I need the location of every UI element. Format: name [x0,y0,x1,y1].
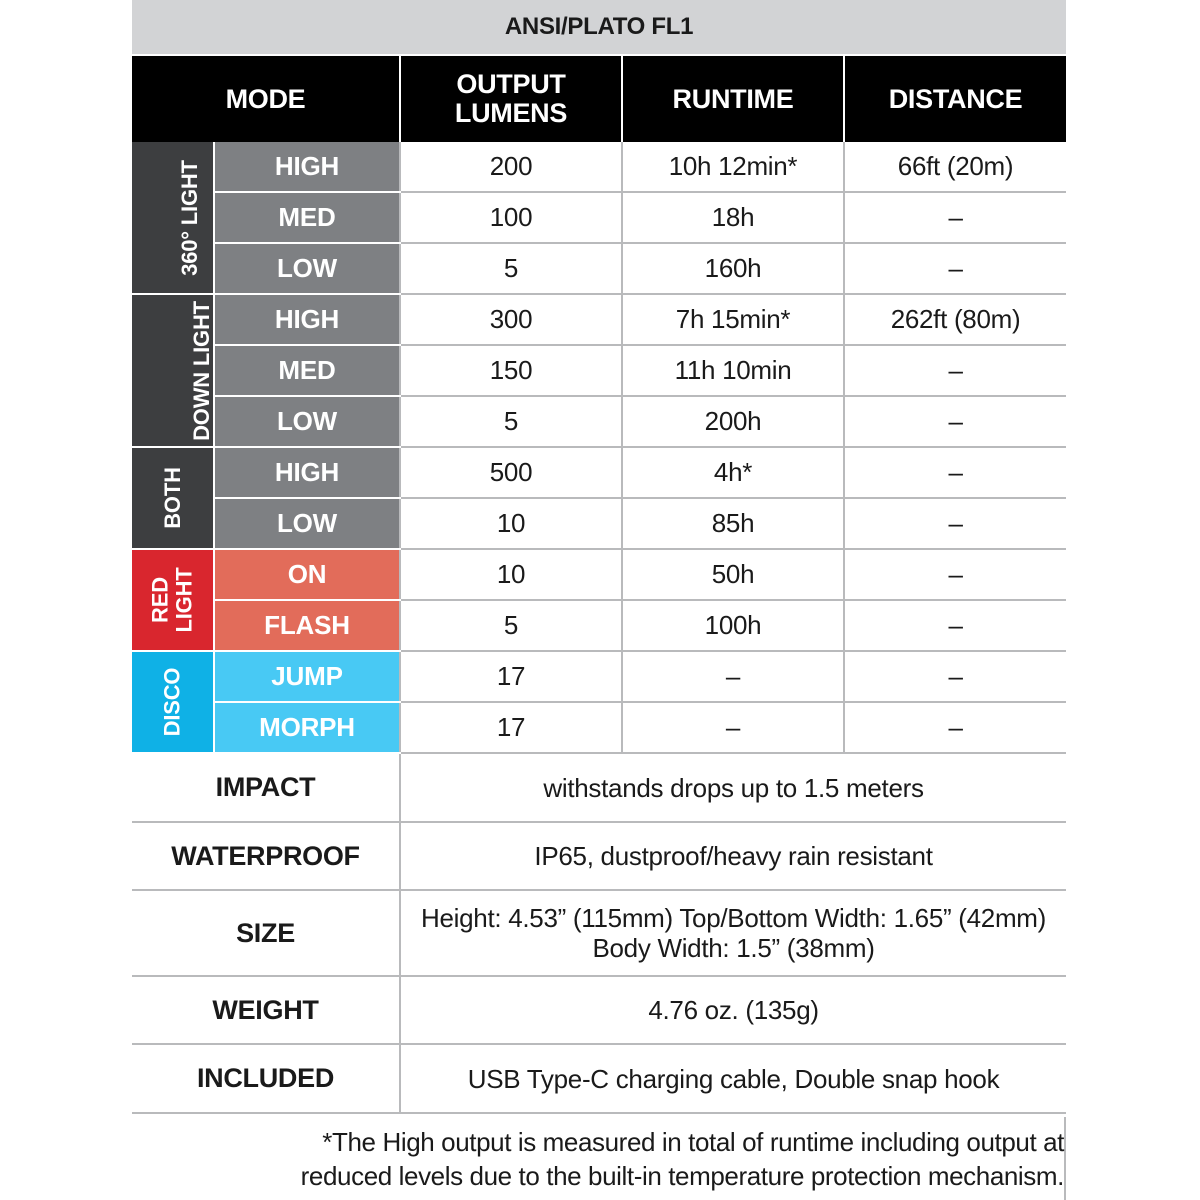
runtime-cell: – [622,702,844,753]
group-both [132,447,214,549]
spec-table [132,0,1066,1114]
distance-cell: – [844,600,1066,651]
output-cell: 500 [400,447,622,498]
header-output-lumens [400,55,622,142]
group-label: 360° LIGHT [176,159,202,276]
output-cell: 150 [400,345,622,396]
mode-cell: HIGH [214,142,400,192]
runtime-cell: 18h [622,192,844,243]
spec-row-impact [132,753,1066,822]
runtime-cell: – [622,651,844,702]
group-red-light [132,549,214,651]
spec-value: USB Type-C charging cable, Double snap hook [400,1044,1066,1113]
table-row [132,142,1066,192]
footnote [132,1117,1066,1200]
table-row [132,192,1066,243]
header-row [132,55,1066,142]
mode-cell: MORPH [214,702,400,753]
mode-cell: LOW [214,396,400,447]
distance-cell: – [844,243,1066,294]
output-cell: 10 [400,498,622,549]
mode-cell: JUMP [214,651,400,702]
distance-cell: – [844,192,1066,243]
runtime-cell: 100h [622,600,844,651]
group-label: BOTH [159,467,185,529]
group-360-light [132,142,214,294]
header-output-line1: OUTPUT [456,69,566,99]
output-cell: 5 [400,396,622,447]
spec-value-line1: Height: 4.53” (115mm) Top/Bottom Width: 1.65” (42mm) [421,903,1047,933]
runtime-cell: 10h 12min* [622,142,844,192]
spec-row-included [132,1044,1066,1113]
spec-label: SIZE [132,890,400,976]
table-row [132,243,1066,294]
distance-cell: – [844,549,1066,600]
mode-cell: FLASH [214,600,400,651]
runtime-cell: 160h [622,243,844,294]
mode-cell: HIGH [214,447,400,498]
spec-label: WATERPROOF [132,822,400,890]
distance-cell: – [844,651,1066,702]
output-cell: 200 [400,142,622,192]
output-cell: 5 [400,600,622,651]
distance-cell: – [844,447,1066,498]
output-cell: 10 [400,549,622,600]
mode-cell: LOW [214,243,400,294]
spec-row-waterproof [132,822,1066,890]
output-cell: 100 [400,192,622,243]
group-label: DOWN LIGHT [188,300,214,441]
header-distance: DISTANCE [844,55,1066,142]
distance-cell: 262ft (80m) [844,294,1066,345]
title-row [132,0,1066,55]
spec-value [400,890,1066,976]
spec-row-weight [132,976,1066,1044]
mode-cell: LOW [214,498,400,549]
spec-value: IP65, dustproof/heavy rain resistant [400,822,1066,890]
table-row [132,294,1066,345]
table-row [132,498,1066,549]
table-row [132,447,1066,498]
table-row [132,702,1066,753]
spec-value: withstands drops up to 1.5 meters [400,753,1066,822]
footnote-line2: reduced levels due to the built-in temperature protection mechanism. [300,1161,1064,1191]
table-row [132,396,1066,447]
distance-cell: – [844,345,1066,396]
group-label [149,567,197,632]
spec-label: IMPACT [132,753,400,822]
mode-cell: ON [214,549,400,600]
group-label-line1: RED [147,576,173,623]
group-down-light [132,294,214,447]
output-cell: 17 [400,702,622,753]
spec-label: WEIGHT [132,976,400,1044]
group-disco [132,651,214,753]
spec-value: 4.76 oz. (135g) [400,976,1066,1044]
runtime-cell: 7h 15min* [622,294,844,345]
runtime-cell: 50h [622,549,844,600]
runtime-cell: 11h 10min [622,345,844,396]
header-output-line2: LUMENS [454,98,568,128]
distance-cell: – [844,396,1066,447]
table-row [132,345,1066,396]
output-cell: 5 [400,243,622,294]
table-row [132,651,1066,702]
group-label-line2: LIGHT [171,567,197,632]
table-title: ANSI/PLATO FL1 [132,0,1066,55]
spec-row-size [132,890,1066,976]
distance-cell: 66ft (20m) [844,142,1066,192]
distance-cell: – [844,702,1066,753]
header-runtime: RUNTIME [622,55,844,142]
runtime-cell: 4h* [622,447,844,498]
spec-label: INCLUDED [132,1044,400,1113]
mode-cell: HIGH [214,294,400,345]
table-row [132,600,1066,651]
footnote-line1: *The High output is measured in total of runtime including output at [322,1127,1064,1157]
group-label: DISCO [159,667,185,737]
table-row [132,549,1066,600]
mode-cell: MED [214,192,400,243]
mode-cell: MED [214,345,400,396]
output-cell: 300 [400,294,622,345]
runtime-cell: 85h [622,498,844,549]
output-cell: 17 [400,651,622,702]
spec-value-line2: Body Width: 1.5” (38mm) [592,933,875,963]
runtime-cell: 200h [622,396,844,447]
distance-cell: – [844,498,1066,549]
header-mode: MODE [132,55,400,142]
